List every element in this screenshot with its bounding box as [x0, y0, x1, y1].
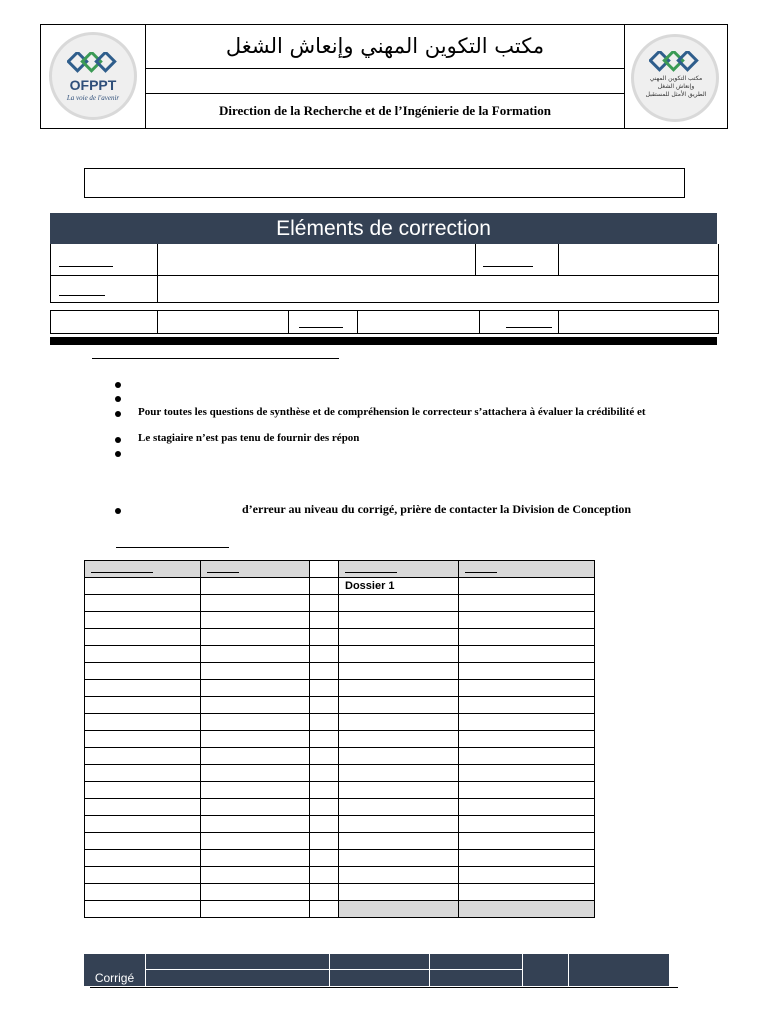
info-row-3 — [50, 310, 719, 334]
table-row — [85, 646, 595, 663]
ofppt-emblem-icon — [67, 52, 119, 74]
table-row — [85, 697, 595, 714]
footer-bar — [84, 954, 669, 986]
footer-cell — [523, 954, 568, 986]
footer-cell — [146, 954, 329, 986]
footer-cell — [430, 954, 522, 986]
section-title: Eléments de correction — [50, 213, 717, 244]
bullet-5 — [115, 451, 121, 457]
table-row — [85, 867, 595, 884]
table-row — [85, 578, 595, 595]
table-row — [85, 816, 595, 833]
bullet-4 — [115, 437, 121, 443]
table-row — [85, 748, 595, 765]
bareme-table — [84, 560, 595, 918]
separator-bar — [50, 337, 717, 345]
bullet-1 — [115, 382, 121, 388]
title-blank-box — [84, 168, 685, 198]
footer-cell — [330, 954, 429, 986]
ofppt-tagline: La voie de l'avenir — [66, 94, 120, 102]
table-row — [85, 782, 595, 799]
arabic-title: مكتب التكوين المهني وإنعاش الشغل — [146, 25, 624, 69]
table-row — [85, 731, 595, 748]
table-row — [85, 850, 595, 867]
header-cell — [339, 561, 459, 578]
instruction-4: Le stagiaire n’est pas tenu de fournir des répon — [138, 432, 360, 444]
table-row — [85, 799, 595, 816]
bullet-2 — [115, 396, 121, 402]
instructions-heading-line — [92, 358, 339, 359]
header-cell — [85, 561, 201, 578]
table-row — [85, 765, 595, 782]
table-row — [85, 663, 595, 680]
arabic-logo-line3: الطريق الأمثل للمستقبل — [645, 91, 707, 98]
ofppt-logo-left — [41, 25, 146, 128]
ofppt-brand: OFPPT — [69, 77, 117, 93]
header-cell — [459, 561, 595, 578]
instruction-3: Pour toutes les questions de synthèse et de compréhension le correcteur s’attachera à évaluer la crédibilité et — [138, 406, 646, 418]
arabic-logo-line2: وإنعاش الشغل — [657, 83, 695, 90]
instruction-6: d’erreur au niveau du corrigé, prière de contacter la Division de Conception — [242, 502, 632, 516]
info-row-1 — [50, 244, 719, 276]
header-blank-row — [146, 69, 624, 94]
bullet-6 — [115, 508, 121, 514]
table-row — [85, 680, 595, 697]
header-cell — [201, 561, 310, 578]
header-center — [146, 25, 624, 128]
arabic-logo-text — [625, 75, 727, 99]
document-header — [40, 24, 728, 129]
direction-title: Direction de la Recherche et de l’Ingénierie de la Formation — [218, 103, 552, 118]
header-cell — [310, 561, 339, 578]
table-row — [85, 612, 595, 629]
bareme-heading-line — [116, 547, 229, 548]
table-row — [85, 714, 595, 731]
table-row — [85, 629, 595, 646]
table-row — [85, 884, 595, 901]
footer-divider — [146, 969, 522, 970]
table-row — [85, 833, 595, 850]
table-header-row — [85, 561, 595, 578]
bullet-3 — [115, 411, 121, 417]
arabic-logo-line1: مكتب التكوين المهني — [649, 75, 703, 82]
dossier-label: Dossier 1 — [339, 578, 459, 595]
ofppt-emblem-icon-right — [649, 51, 701, 73]
table-total-row — [85, 901, 595, 918]
info-row-2 — [50, 276, 719, 303]
footer-corrige-label: Corrigé — [84, 970, 145, 986]
table-row — [85, 595, 595, 612]
footer-cell — [569, 954, 669, 986]
ofppt-logo-right — [624, 25, 727, 128]
footer-underline — [90, 987, 678, 988]
